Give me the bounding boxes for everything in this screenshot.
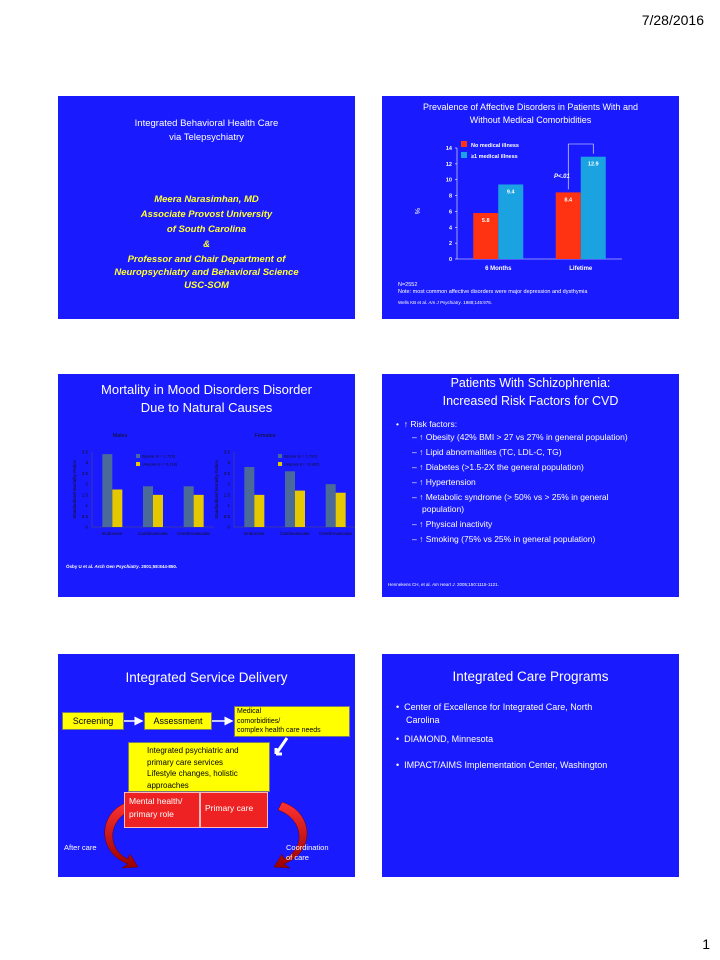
citation-journal: Am J Psychiatry [428, 300, 461, 305]
medical-line: comorbidities/ [237, 717, 281, 725]
slide1-title-line2: via Telepsychiatry [169, 132, 244, 143]
page-number: 1 [702, 936, 710, 952]
assessment-box: Assessment [144, 712, 212, 730]
panel-title-females: Females [254, 433, 276, 439]
risk-item-text: ↑ Metabolic syndrome (> 50% vs > 25% in general [419, 492, 609, 502]
y-tick-label: 1 [85, 503, 88, 509]
y-tick-label: 3.5 [81, 449, 88, 455]
program-bullet: • DIAMOND, Minnesota [396, 734, 494, 744]
y-tick-label: 0 [85, 524, 88, 530]
legend-swatch [278, 462, 282, 466]
mental-line: Mental health/ [129, 796, 183, 806]
screening-box: Screening [62, 712, 124, 730]
y-axis-label: % [413, 208, 420, 215]
legend-medical-illness: ≥1 medical illness [471, 154, 518, 160]
slide3-title-line2: Due to Natural Causes [140, 400, 273, 415]
mental-line: primary role [129, 809, 174, 819]
author-line: Associate Provost University [140, 209, 273, 220]
integrated-line: approaches [147, 780, 189, 790]
citation-journal: Am Heart J [432, 582, 455, 587]
slide4-title-line1: Patients With Schizophrenia: [450, 376, 611, 390]
legend-no-illness: No medical illness [471, 143, 519, 149]
y-tick-label: 1 [227, 503, 230, 509]
slide-integrated-service-delivery [58, 654, 355, 877]
author-line: of South Carolina [166, 224, 247, 235]
medical-line: Medical [237, 708, 262, 715]
slide-integrated-care-programs [382, 654, 679, 877]
risk-item: – ↑ Hypertension [412, 477, 476, 487]
program-text: DIAMOND, Minnesota [404, 734, 494, 744]
y-tick-label: 2 [448, 241, 452, 248]
y-tick-label: 4 [448, 225, 452, 232]
bar-value-label: 8.4 [564, 197, 573, 204]
y-tick-label: 3 [227, 460, 230, 466]
y-tick-label: 0.5 [81, 513, 88, 519]
page-date: 7/28/2016 [641, 12, 704, 28]
y-tick-label: 2.5 [223, 470, 230, 476]
y-tick-label: 0 [448, 257, 452, 263]
x-category-label: Cerebrovascular [319, 531, 353, 536]
y-tick-label: 2.5 [81, 470, 88, 476]
medical-comorbidities-box [234, 706, 350, 737]
program-bullet: • Center of Excellence for Integrated Care, North [396, 702, 593, 712]
y-tick-label: 14 [445, 146, 452, 152]
slide-prevalence [382, 96, 679, 319]
legend-label: Unipolar (n = 8,882) [284, 461, 320, 467]
citation-journal: Arch Gen Psychiatry [94, 564, 139, 569]
risk-item-text: ↑ Smoking (75% vs 25% in general population) [419, 534, 596, 544]
risk-item-text: ↑ Lipid abnormalities (TC, LDL-C, TG) [419, 447, 562, 457]
y-tick-label: 2 [227, 481, 230, 487]
author-block [58, 192, 355, 293]
footnote: Note: most common affective disorders were major depression and dysthymia [398, 289, 588, 295]
x-category-label: Cardiovascular [279, 531, 311, 536]
program-bullet-continuation: Carolina [406, 715, 440, 725]
citation [398, 300, 492, 305]
citation-rest: . 1988;145:976. [460, 300, 492, 305]
y-tick-label: 0 [227, 524, 230, 530]
x-category-label: Endocrine [244, 531, 265, 536]
y-tick-label: 8 [448, 193, 452, 200]
after-care-label: After care [64, 843, 97, 852]
risk-item: – ↑ Obesity (42% BMI > 27 vs 27% in general population) [412, 432, 628, 442]
citation [66, 564, 177, 569]
bar-value-label: 12.9 [587, 161, 599, 168]
risk-bullet: • ↑ Risk factors: [396, 419, 458, 429]
coordination-label [286, 843, 329, 863]
y-tick-label: 12 [445, 161, 452, 168]
panel-title-males: Males [112, 433, 128, 439]
coordination-line: of care [286, 853, 309, 862]
slide3-title-line1: Mortality in Mood Disorders Disorder [101, 382, 312, 397]
author-line: & [203, 239, 210, 250]
slide1-title-line1: Integrated Behavioral Health Care [134, 118, 279, 129]
p-value-annotation: P<.01 [554, 174, 570, 180]
integrated-services-box [128, 742, 270, 792]
risk-item: – ↑ Smoking (75% vs 25% in general population) [412, 534, 596, 544]
citation-rest: . 2005;150:1115-1121. [454, 582, 499, 587]
citation [388, 582, 499, 587]
bar [295, 491, 305, 527]
bar [285, 471, 295, 527]
slide-mortality [58, 374, 355, 597]
legend-swatch-medical-illness [461, 152, 467, 158]
x-category-label: 6 Months [485, 266, 512, 272]
program-text: Center of Excellence for Integrated Care, North [404, 702, 593, 712]
y-tick-label: 3 [85, 460, 88, 466]
author-line: Neuropsychiatry and Behavioral Science [114, 267, 299, 278]
bar [254, 495, 264, 527]
risk-item-text: ↑ Physical inactivity [419, 519, 493, 529]
bar [244, 467, 254, 527]
bar [326, 484, 336, 527]
legend-swatch [278, 454, 282, 458]
y-tick-label: 3.5 [223, 449, 230, 455]
author-line: Meera Narasimhan, MD [154, 194, 259, 205]
legend-label: Unipolar (n = 6,119) [142, 461, 178, 467]
integrated-line: primary care services [147, 757, 224, 767]
y-axis-label: Standardized Mortality Ratios [72, 460, 77, 519]
y-axis-label: Standardized Mortality Ratios [214, 460, 219, 519]
slide6-title: Integrated Care Programs [452, 669, 609, 684]
x-category-label: Cardiovascular [137, 531, 169, 536]
y-tick-label: 1.5 [81, 492, 88, 498]
citation-author: Ösby U et al. [66, 564, 95, 569]
y-tick-label: 2 [85, 481, 88, 487]
risk-item: – ↑ Physical inactivity [412, 519, 493, 529]
primary-care-box: Primary care [200, 792, 268, 828]
risk-item: – ↑ Lipid abnormalities (TC, LDL-C, TG) [412, 447, 562, 457]
citation-author: Wells KB et al. [398, 300, 429, 305]
risk-item-text: ↑ Obesity (42% BMI > 27 vs 27% in general population) [419, 432, 628, 442]
bar-value-label: 5.8 [481, 218, 490, 225]
program-bullet: • IMPACT/AIMS Implementation Center, Washington [396, 760, 608, 770]
y-tick-label: 0.5 [223, 513, 230, 519]
risk-item: – ↑ Metabolic syndrome (> 50% vs > 25% in general [412, 492, 609, 502]
author-line: Professor and Chair Department of [127, 254, 286, 265]
citation-author: Hennekens CH, et al. [388, 582, 433, 587]
coordination-line: Coordination [286, 843, 329, 852]
slide4-title-line2: Increased Risk Factors for CVD [442, 394, 619, 408]
x-category-label: Cerebrovascular [177, 531, 211, 536]
risk-item-continuation: population) [422, 504, 465, 514]
risk-item: – ↑ Diabetes (>1.5-2X the general population) [412, 462, 584, 472]
medical-line: complex health care needs [237, 727, 321, 734]
x-category-label: Endocrine [102, 531, 123, 536]
risk-bullet-text: ↑ Risk factors: [403, 419, 458, 429]
prevalence-chart [382, 96, 679, 319]
citation-rest: . 2001;58:844-850. [138, 564, 178, 569]
y-tick-label: 1.5 [223, 492, 230, 498]
bar [336, 493, 346, 527]
slide-schizophrenia [382, 374, 679, 597]
y-tick-label: 6 [448, 209, 452, 216]
slide2-title-line2: Without Medical Comorbidities [469, 115, 592, 125]
bar [581, 157, 606, 259]
author-line: USC-SOM [184, 280, 229, 291]
sample-size: N=2552 [398, 282, 418, 288]
integrated-line: Integrated psychiatric and [147, 746, 239, 755]
mental-health-box [124, 792, 200, 828]
bar-value-label: 9.4 [506, 189, 515, 196]
legend-swatch-no-illness [461, 141, 467, 147]
slide2-title-line1: Prevalence of Affective Disorders in Patients With and [423, 102, 638, 112]
legend-label: Bipolar (n = 1,792) [284, 453, 318, 459]
risk-item-text: ↑ Hypertension [419, 477, 476, 487]
bar [498, 184, 523, 259]
integrated-line: Lifestyle changes, holistic [147, 769, 238, 778]
slide5-title: Integrated Service Delivery [125, 670, 288, 685]
risk-item-text: ↑ Diabetes (>1.5-2X the general population) [419, 462, 584, 472]
arrow-medical-integrated [276, 738, 287, 754]
y-tick-label: 10 [445, 177, 452, 184]
legend-label: Bipolar (n = 1,715) [142, 453, 176, 459]
slide-title [58, 96, 355, 319]
program-text: IMPACT/AIMS Implementation Center, Washington [404, 760, 608, 770]
x-category-label: Lifetime [569, 266, 593, 272]
